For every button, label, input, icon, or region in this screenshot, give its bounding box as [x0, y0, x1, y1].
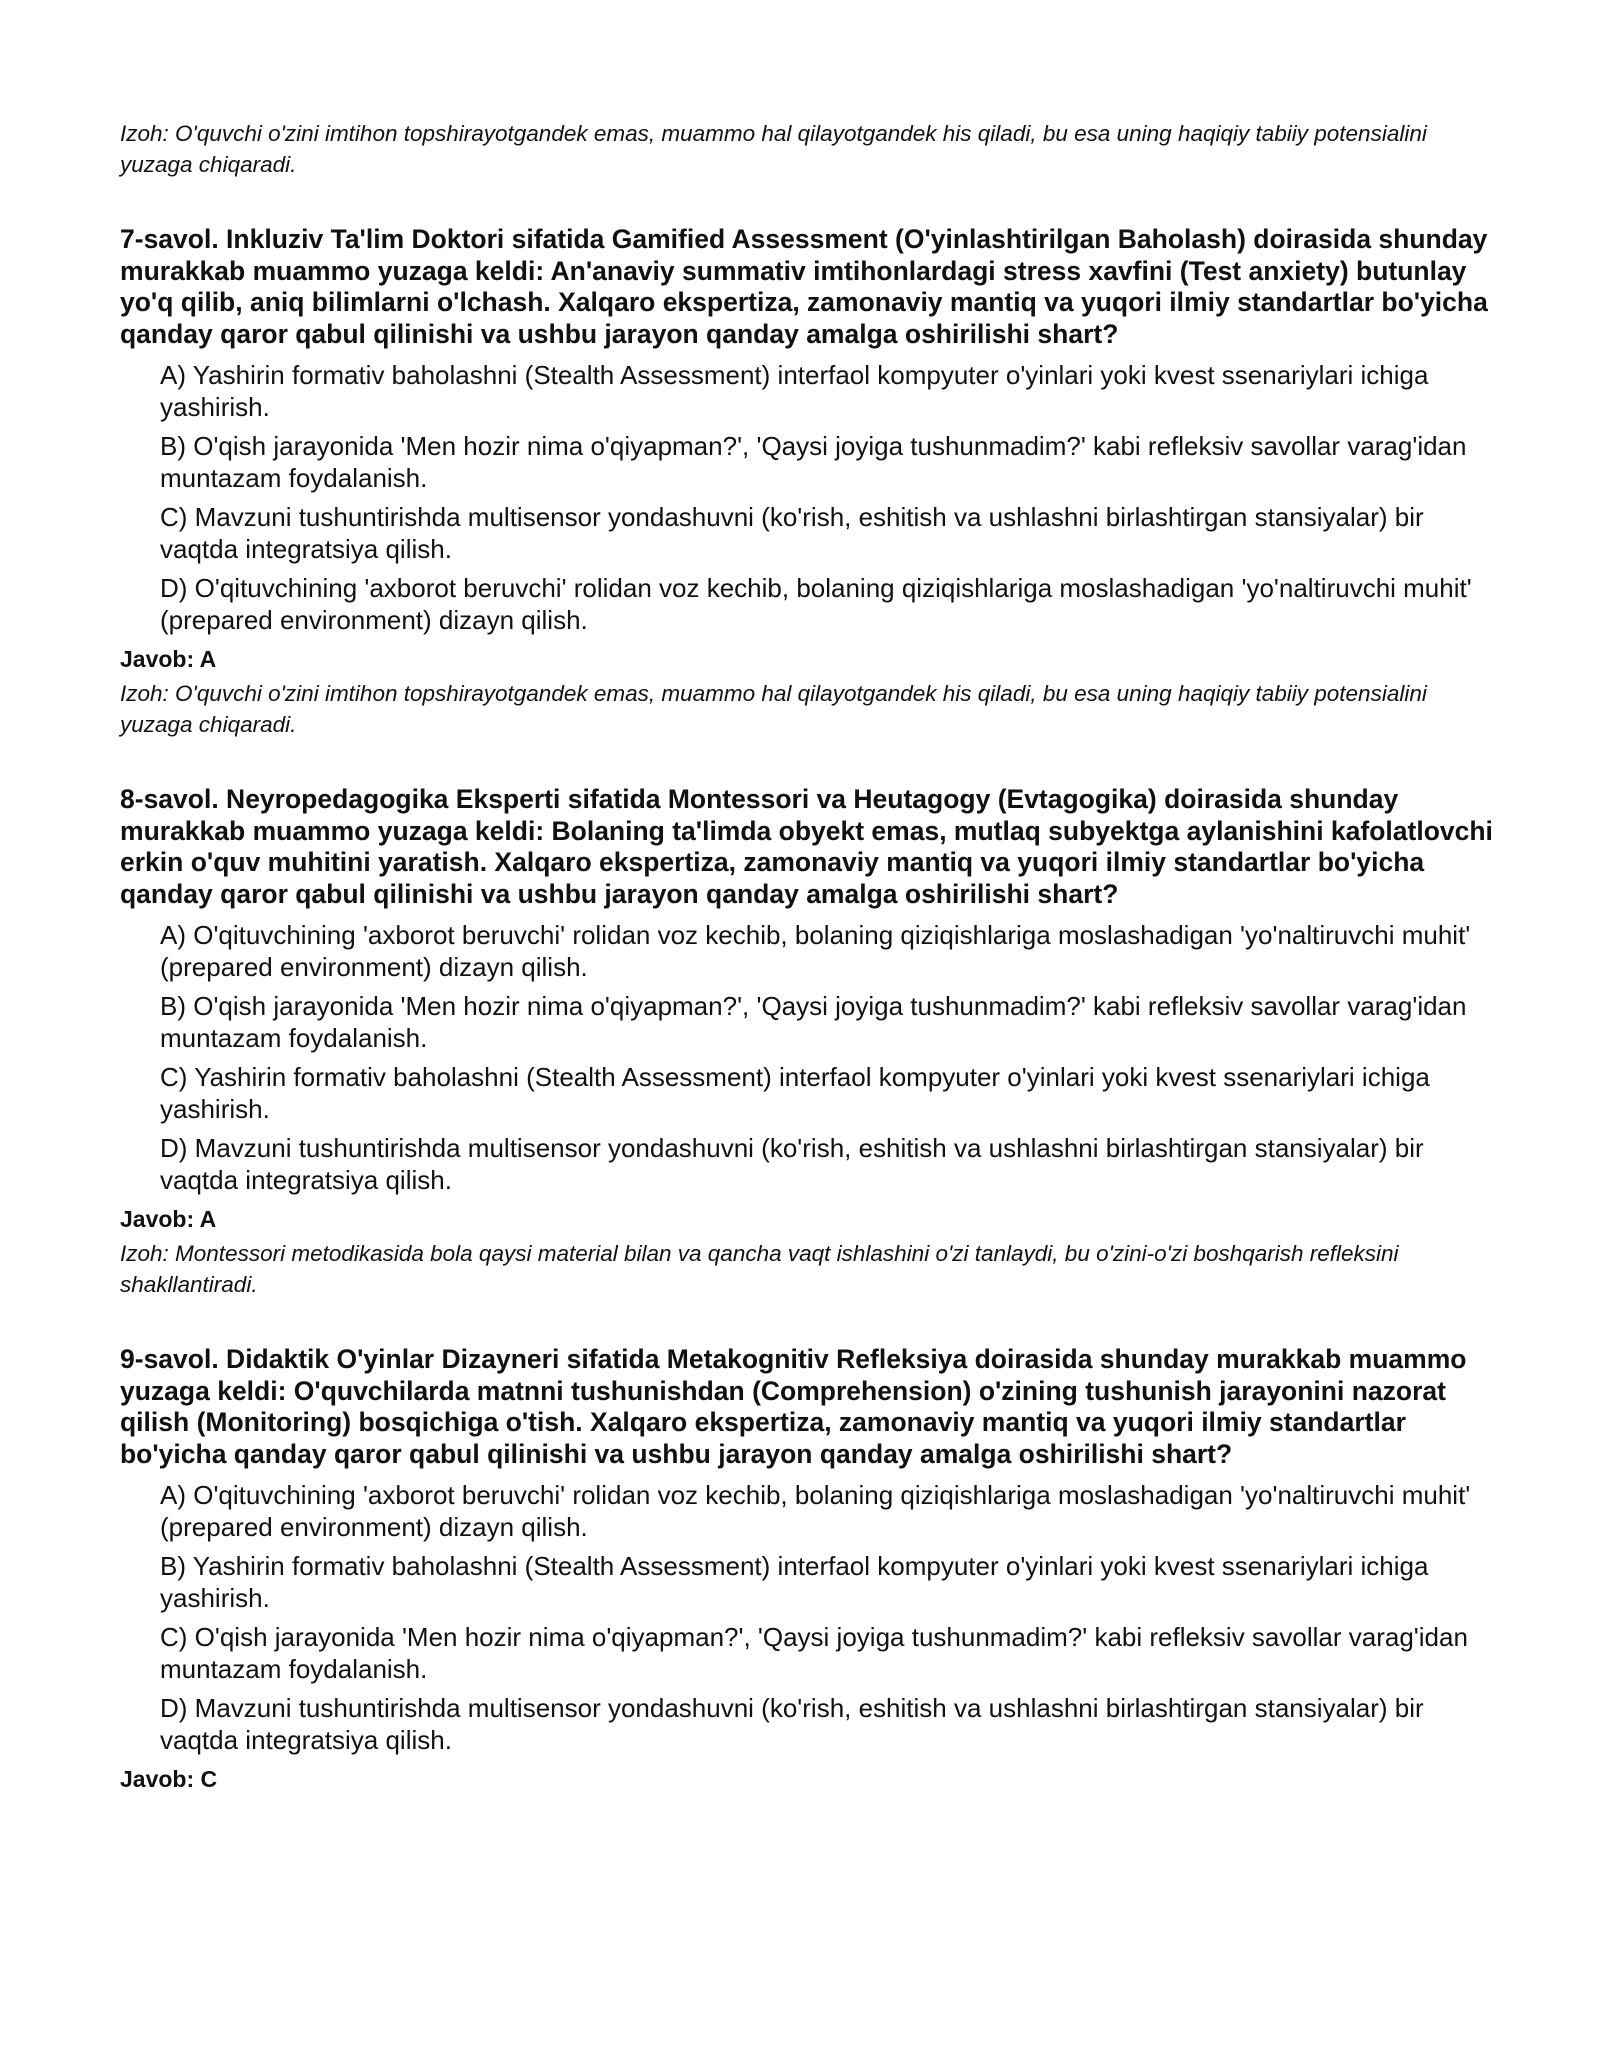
option-b: B) Yashirin formativ baholashni (Stealth Assessment) interfaol kompyuter o'yinlari yoki kvest ssenariylari ichiga yashirish.: [160, 1551, 1429, 1613]
document-page: [120, 118, 1500, 1798]
intro-note: Izoh: O'quvchi o'zini imtihon topshirayotgandek emas, muammo hal qilayotgandek his qiladi, bu esa uning haqiqiy tabiiy potensialini yuzaga chiqaradi.: [120, 121, 1427, 177]
answer-label: Javob: C: [120, 1766, 218, 1792]
option-d: D) O'qituvchining 'axborot beruvchi' rolidan voz kechib, bolaning qiziqishlariga moslashadigan 'yo'naltiruvchi muhit' (prepared environment) dizayn qilish.: [160, 573, 1472, 635]
option-a: A) O'qituvchining 'axborot beruvchi' rolidan voz kechib, bolaning qiziqishlariga moslashadigan 'yo'naltiruvchi muhit' (prepared environment) dizayn qilish.: [160, 1480, 1471, 1542]
question-block-8: [120, 784, 1500, 1300]
option-c: C) Mavzuni tushuntirishda multisensor yondashuvni (ko'rish, eshitish va ushlashni birlashtirgan stansiyalar) bir vaqtda integratsiya qilish.: [160, 502, 1424, 564]
options-list: [120, 360, 1500, 636]
option-d: D) Mavzuni tushuntirishda multisensor yondashuvni (ko'rish, eshitish va ushlashni birlashtirgan stansiyalar) bir vaqtda integratsiya qilish.: [160, 1133, 1424, 1195]
option-b: B) O'qish jarayonida 'Men hozir nima o'qiyapman?', 'Qaysi joyiga tushunmadim?' kabi refleksiv savollar varag'idan muntazam foydalanish.: [160, 431, 1467, 493]
option-c: C) Yashirin formativ baholashni (Stealth Assessment) interfaol kompyuter o'yinlari yoki kvest ssenariylari ichiga yashirish.: [160, 1062, 1430, 1124]
answer-label: Javob: A: [120, 1206, 217, 1232]
question-title: 9-savol. Didaktik O'yinlar Dizayneri sifatida Metakognitiv Refleksiya doirasida shunday murakkab muammo yuzaga keldi: O'quvchilarda matnni tushunishdan (Comprehension) o'zining tushunish jarayonini nazorat qilish (Monitoring) bosqichiga o'tish. Xalqaro ekspertiza, zamonaviy mantiq va yuqori ilmiy standartlar bo'yicha qanday qaror qabul qilinishi va ushbu jarayon qanday amalga oshirilishi shart?: [120, 1344, 1467, 1469]
question-title: 8-savol. Neyropedagogika Eksperti sifatida Montessori va Heutagogy (Evtagogika) doirasida shunday murakkab muammo yuzaga keldi: Bolaning ta'limda obyekt emas, mutlaq subyektga aylanishini kafolatlovchi erkin o'quv muhitini yaratish. Xalqaro ekspertiza, zamonaviy mantiq va yuqori ilmiy standartlar bo'yicha qanday qaror qabul qilinishi va ushbu jarayon qanday amalga oshirilishi shart?: [120, 784, 1493, 909]
option-a: A) O'qituvchining 'axborot beruvchi' rolidan voz kechib, bolaning qiziqishlariga moslashadigan 'yo'naltiruvchi muhit' (prepared environment) dizayn qilish.: [160, 920, 1471, 982]
option-d: D) Mavzuni tushuntirishda multisensor yondashuvni (ko'rish, eshitish va ushlashni birlashtirgan stansiyalar) bir vaqtda integratsiya qilish.: [160, 1693, 1424, 1755]
options-list: [120, 1480, 1500, 1756]
explanation-note: Izoh: O'quvchi o'zini imtihon topshirayotgandek emas, muammo hal qilayotgandek his qiladi, bu esa uning haqiqiy tabiiy potensialini yuzaga chiqaradi.: [120, 681, 1427, 737]
option-c: C) O'qish jarayonida 'Men hozir nima o'qiyapman?', 'Qaysi joyiga tushunmadim?' kabi refleksiv savollar varag'idan muntazam foydalanish.: [160, 1622, 1468, 1684]
answer-label: Javob: A: [120, 646, 217, 672]
option-a: A) Yashirin formativ baholashni (Stealth Assessment) interfaol kompyuter o'yinlari yoki kvest ssenariylari ichiga yashirish.: [160, 360, 1429, 422]
question-block-9: [120, 1344, 1500, 1794]
explanation-note: Izoh: Montessori metodikasida bola qaysi material bilan va qancha vaqt ishlashini o'zi tanlaydi, bu o'zini-o'zi boshqarish refleksini shakllantiradi.: [120, 1241, 1399, 1297]
question-block-7: [120, 224, 1500, 740]
question-title: 7-savol. Inkluziv Ta'lim Doktori sifatida Gamified Assessment (O'yinlashtirilgan Baholash) doirasida shunday murakkab muammo yuzaga keldi: An'anaviy summativ imtihonlardagi stress xavfini (Test anxiety) butunlay yo'q qilib, aniq bilimlarni o'lchash. Xalqaro ekspertiza, zamonaviy mantiq va yuqori ilmiy standartlar bo'yicha qanday qaror qabul qilinishi va ushbu jarayon qanday amalga oshirilishi shart?: [120, 224, 1488, 349]
options-list: [120, 920, 1500, 1196]
option-b: B) O'qish jarayonida 'Men hozir nima o'qiyapman?', 'Qaysi joyiga tushunmadim?' kabi refleksiv savollar varag'idan muntazam foydalanish.: [160, 991, 1467, 1053]
